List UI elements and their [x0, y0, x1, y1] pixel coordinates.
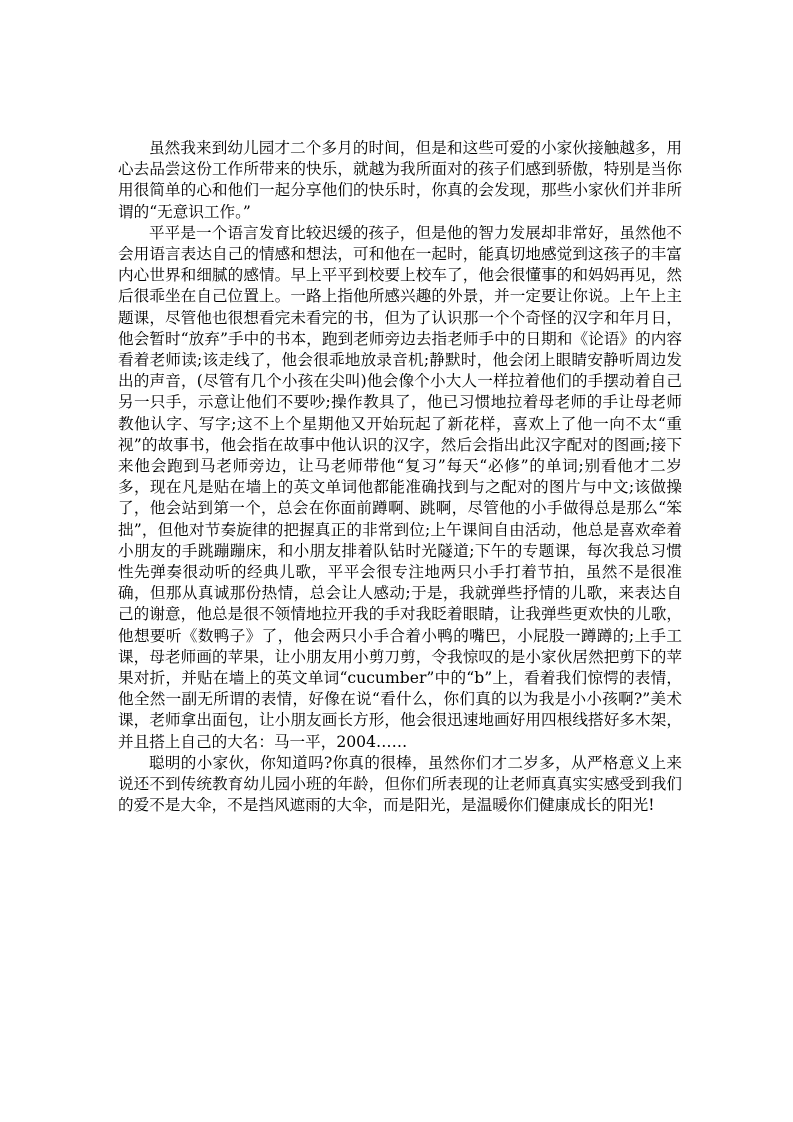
paragraph-intro: 虽然我来到幼儿园才二个多月的时间，但是和这些可爱的小家伙接触越多，用心去品尝这份工作所带来的快乐，就越为我所面对的孩子们感到骄傲，特别是当你用很简单的心和他们一起分享他们的快乐时，你真的会发现，那些小家伙们并非所谓的“无意识工作。”	[118, 139, 682, 221]
paragraph-conclusion: 聪明的小家伙，你知道吗?你真的很棒，虽然你们才二岁多，从严格意义上来说还不到传统教育幼儿园小班的年龄，但你们所表现的让老师真真实实感受到我们的爱不是大伞，不是挡风遮雨的大伞，而是阳光，是温暖你们健康成长的阳光!	[118, 753, 682, 815]
article-body	[118, 138, 682, 817]
paragraph-pingping: 平平是一个语言发育比较迟缓的孩子，但是他的智力发展却非常好，虽然他不会用语言表达自己的情感和想法，可和他在一起时，能真切地感觉到这孩子的丰富内心世界和细腻的感情。早上平平到校要上校车了，他会很懂事的和妈妈再见，然后很乖坐在自己位置上。一路上指他所感兴趣的外景，并一定要让你说。上午上主题课，尽管他也很想看完未看完的书，但为了认识那一个个奇怪的汉字和年月日，他会暂时“放弃”手中的书本，跑到老师旁边去指老师手中的日期和《论语》的内容看着老师读;该走线了，他会很乖地放录音机;静默时，他会闭上眼睛安静听周边发出的声音，(尽管有几个小孩在尖叫)他会像个小大人一样拉着他们的手摆动着自己另一只手，示意让他们不要吵;操作教具了，他已习惯地拉着母老师的手让母老师教他认字、写字;这不上个星期他又开始玩起了新花样，喜欢上了他一向不太“重视”的故事书，他会指在故事中他认识的汉字，然后会指出此汉字配对的图画;接下来他会跑到马老师旁边，让马老师带他“复习”每天“必修”的单词;别看他才二岁多，现在凡是贴在墙上的英文单词他都能准确找到与之配对的图片与中文;该做操了，他会站到第一个，总会在你面前蹲啊、跳啊，尽管他的小手做得总是那么“笨拙”，但他对节奏旋律的把握真正的非常到位;上午课间自由活动，他总是喜欢牵着小朋友的手跳蹦蹦床，和小朋友排着队钻时光隧道;下午的专题课，每次我总习惯性先弹奏很动听的经典儿歌，平平会很专注地两只小手打着节拍，虽然不是很准确，但那从真诚那份热情，总会让人感动;于是，我就弹些抒情的儿歌，来表达自己的谢意，他总是很不领情地拉开我的手对我眨着眼睛，让我弹些更欢快的儿歌，他想要听《数鸭子》了，他会两只小手合着小鸭的嘴巴，小屁股一蹲蹲的;上手工课，母老师画的苹果，让小朋友用小剪刀剪，令我惊叹的是小家伙居然把剪下的苹果对折，并贴在墙上的英文单词“cucumber”中的“b”上，看着我们惊愕的表情，他全然一副无所谓的表情，好像在说“看什么，你们真的以为我是小小孩啊?”美术课，老师拿出面包，让小朋友画长方形，他会很迅速地画好用四根线搭好多木架，并且搭上自己的大名：马一平，2004……	[118, 223, 682, 751]
